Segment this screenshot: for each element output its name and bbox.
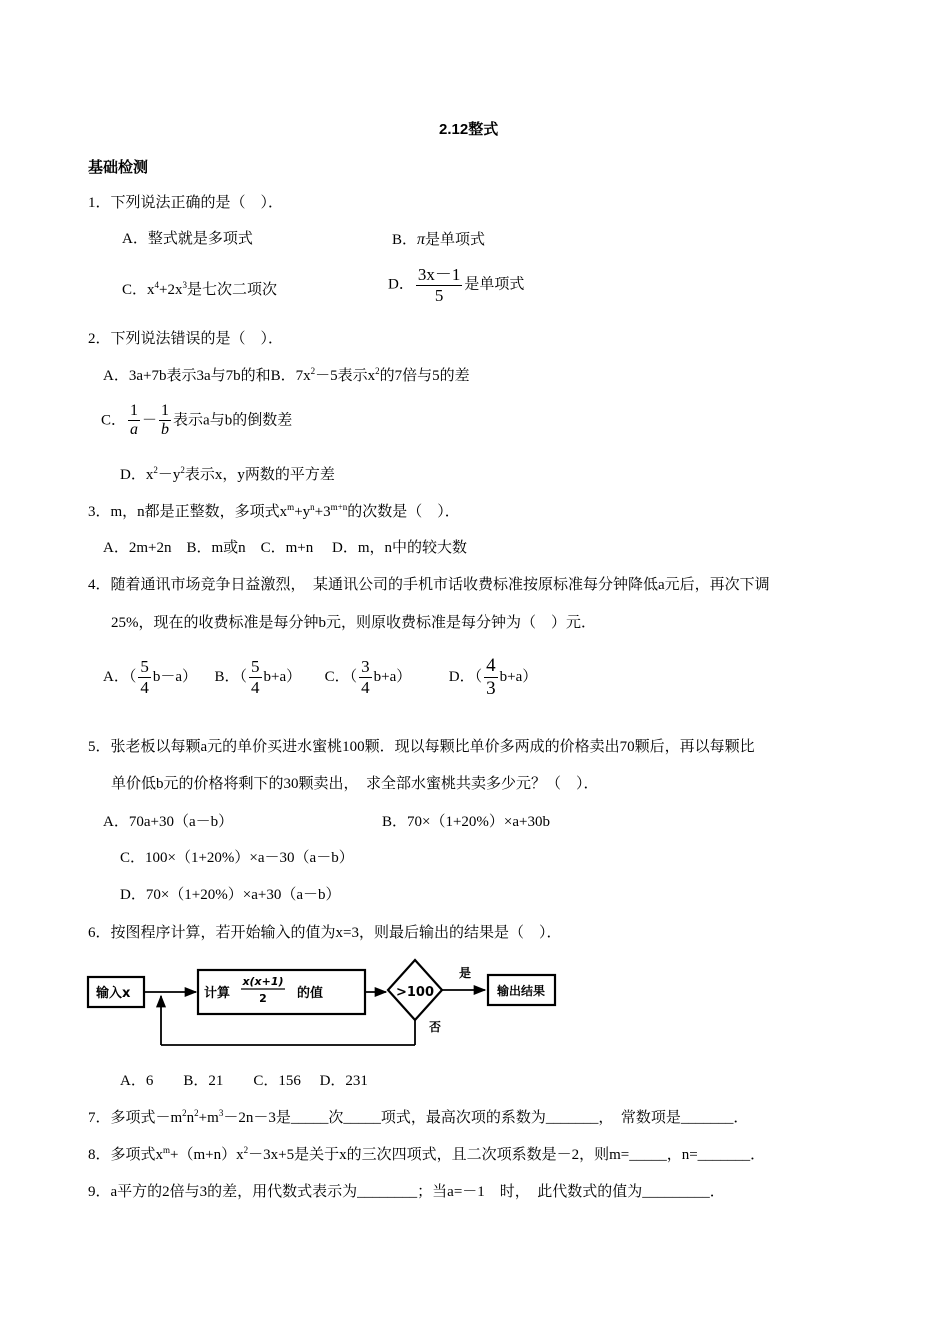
q2-stem: 2．下列说法错误的是（ ）．	[88, 331, 284, 347]
q2-option-c: C． $\frac{1}{a}$ － $\frac{1}{b}$ 表示a与b的倒数差	[101, 402, 293, 439]
q1-option-c: C．$x^4+2x^3$是七次二项次	[122, 280, 277, 298]
q1-option-b: B．π是单项式	[392, 231, 486, 248]
q7-text: 7．多项式$-m^2n^2+m^3-2n-3$是_____次_____项式，最高次项的系数为_______， 常数项是_______．	[88, 1108, 749, 1126]
q2-option-d: D．$x^2-y^2$表示x，y两数的平方差	[120, 465, 335, 483]
q2-option-ab: A．3a+7b表示3a与7b的和B．$7x^2-5$表示$x^2$的7倍与5的差	[103, 366, 470, 384]
yes-label: 是	[458, 966, 472, 980]
q3-options: A．2m+2n B．m或n C．m+n D．m，n中的较大数	[103, 540, 468, 556]
q3-stem: 3．m，n都是正整数，多项式$x^m+y^n+3^{m+n}$的次数是（ ）．	[88, 502, 460, 520]
q9-text: 9．a平方的2倍与3的差，用代数式表示为________；当a=－1 时， 此代数式的值为_________．	[88, 1184, 725, 1200]
q1-stem: 1．下列说法正确的是（ ）．	[88, 195, 284, 211]
calc-denominator: 2	[259, 992, 267, 1005]
q4-line2: 25%，现在的收费标准是每分钟b元，则原收费标准是每分钟为（ ）元．	[111, 615, 596, 631]
q5-line1: 5．张老板以每颗a元的单价买进水蜜桃100颗．现以每颗比单价多两成的价格卖出70颗后，再以每颗比	[88, 739, 755, 755]
q5-option-d: D．70×（1+20%）×a+30（a－b）	[120, 887, 341, 903]
q5-option-b: B．70×（1+20%）×a+30b	[382, 814, 550, 830]
calc-prefix: 计算	[204, 986, 231, 1001]
input-label: 输入x	[96, 986, 131, 1001]
q4-options: A．（ $\frac{5}{4}$ b－a） B．（ $\frac{5}{4}$ b+a） C．（ $\frac{3}{4}$ b+a） D．（ $\frac{4}{3}$ b+a）	[103, 655, 538, 699]
q5-option-c: C．100×（1+20%）×a－30（a－b）	[120, 850, 354, 866]
q5-option-a: A．70a+30（a－b）	[103, 814, 234, 830]
section-heading: 基础检测	[88, 159, 149, 176]
q6-options: A．6 B．21 C．156 D．231	[120, 1073, 368, 1089]
q5-line2: 单价低b元的价格将剩下的30颗卖出， 求全部水蜜桃共卖多少元？（ ）．	[111, 776, 599, 792]
output-label: 输出结果	[496, 984, 546, 998]
q6-stem: 6．按图程序计算，若开始输入的值为x=3，则最后输出的结果是（ ）．	[88, 925, 562, 941]
calc-suffix: 的值	[297, 986, 324, 1001]
calc-numerator: x(x+1)	[242, 975, 284, 988]
q1-option-d: D． $\frac{3x-1}{5}$ 是单项式	[388, 265, 525, 305]
program-flowchart	[85, 955, 565, 1055]
q1-option-a: A．整式就是多项式	[122, 231, 253, 247]
page-title: 2.12整式	[439, 121, 499, 138]
no-label: 否	[429, 1020, 442, 1034]
q8-text: 8．多项式$x^m+(m+n)x^2-3x+5$是关于x的三次四项式，且二次项系数是－2，则m=_____，n=_______．	[88, 1145, 766, 1163]
condition-label: >100	[395, 985, 435, 1000]
q4-line1: 4．随着通讯市场竞争日益激烈， 某通讯公司的手机市话收费标准按原标准每分钟降低a元后，再次下调	[88, 577, 770, 593]
